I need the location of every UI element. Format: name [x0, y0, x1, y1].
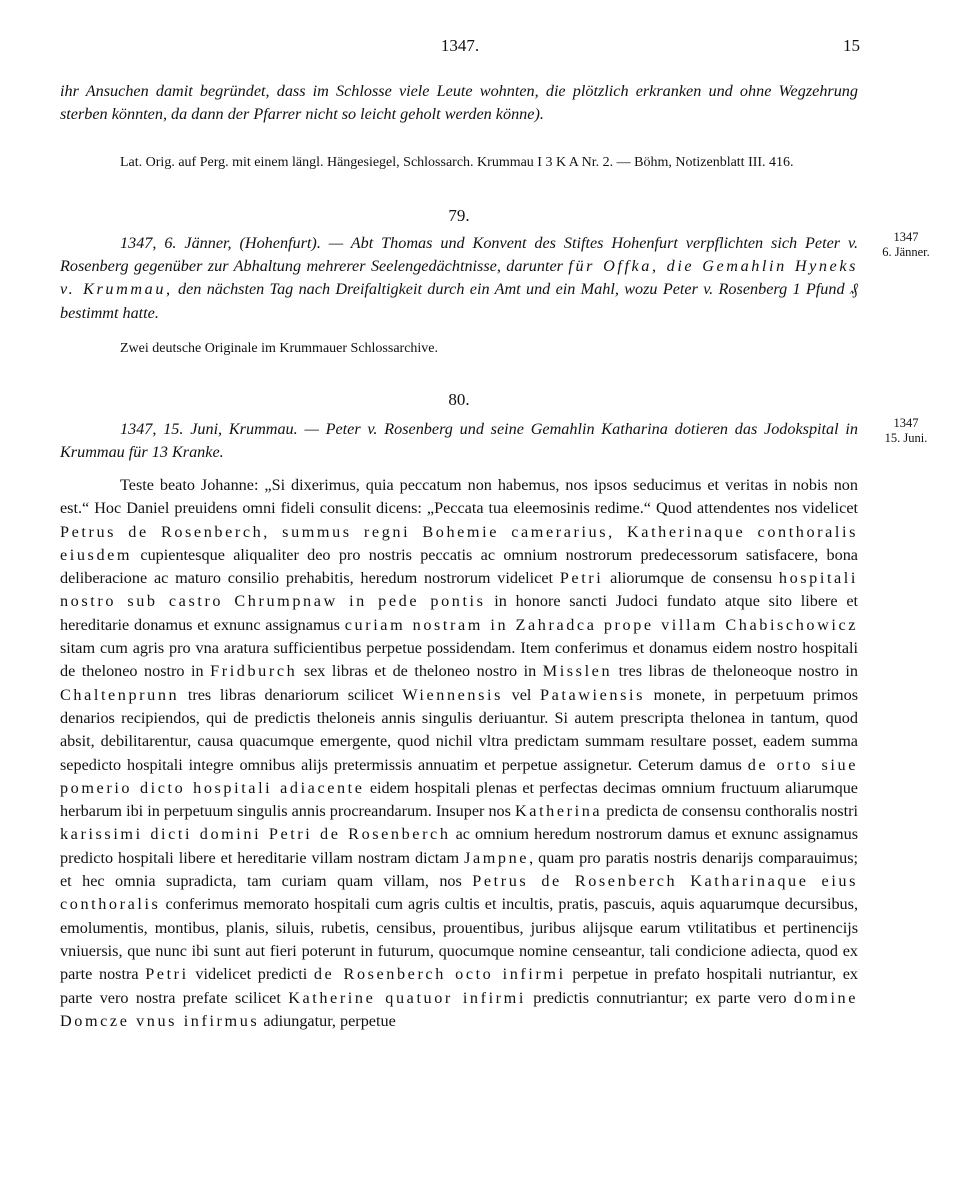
running-header	[60, 36, 860, 58]
spaced-name: de orto siue pomerio dicto hospitali adiacente	[60, 755, 858, 797]
margin-date-79	[866, 230, 946, 260]
spaced-name: hospitali nostro sub castro Chrumpnaw in pede pontis	[60, 569, 858, 611]
charter-text-run: eidem hospitali plenas et perfectas decimas omnium fructuum aliarumque herbarum ibi in perpetuum singulis annis procreandarum. Insuper nos	[60, 778, 858, 821]
spaced-name: Katherina	[515, 802, 603, 821]
spaced-name: Fridburch	[210, 662, 298, 681]
spaced-name: Wiennensis	[402, 685, 503, 704]
spaced-name: Petri	[559, 569, 604, 588]
source-note-prev: Lat. Orig. auf Perg. mit einem längl. Hängesiegel, Schlossarch. Krummau I 3 K A Nr. 2. — Böhm, Notizenblatt III. 416.	[120, 155, 794, 170]
margin-date-79-day: 6. Jänner.	[882, 245, 930, 259]
spaced-name: Petrus de Rosenberch, summus regni Bohemie camerarius, Katherinaque conthoralis eiusdem	[60, 522, 858, 564]
margin-date-79-year: 1347	[893, 230, 919, 244]
header-year: 1347.	[440, 36, 480, 55]
charter-text-run: in honore sancti Judoci fundato atque sito libere et hereditarie donamus et exnunc assignamus	[60, 592, 858, 634]
spaced-name: Misslen	[542, 662, 613, 681]
margin-date-80	[866, 416, 946, 446]
source-note-79: Zwei deutsche Originale im Krummauer Schlossarchive.	[120, 341, 439, 356]
charter-text-run: tres libras de theloneoque nostro in	[612, 662, 858, 681]
doc-number-79: 79.	[448, 206, 470, 225]
charter-text-run: videlicet predicti	[188, 965, 314, 984]
regest-80: 1347, 15. Juni, Krummau. — Peter v. Rosenberg und seine Gemahlin Katharina dotieren das Jodokspital in Krummau für 13 Kranke.	[60, 420, 858, 462]
charter-text-run: sitam cum agris pro vna aratura sufficientibus perpetue possidendam. Item conferimus et donamus eidem nostro hospitali de theloneo nostro in	[60, 639, 858, 681]
spaced-name: Petri	[145, 965, 189, 984]
charter-text-run: monete, in perpetuum primos denarios recipiendos, qui de predictis theloneis annis singulis deriuantur. Si autem prescripta thelonea in tantum, quod absit, debilitarentur, causa quacumque emergente, quod nichil vltra predictam summam resultare posset, eadem summa sepedicto hospitali integre omnibus alijs pretermissis annuatim et perpetue assignetur. Ceterum damus	[60, 685, 858, 774]
charter-text-run: cupientesque aliqualiter deo pro nostris peccatis ac omnium nostrorum predecessorum satisfacere, bona deliberacione ac maturo consilio prehabitis, heredum nostrorum videlicet	[60, 545, 858, 588]
charter-text-run: , quam pro paratis nostris denarijs comparauimus; et hec omnia supradicta, tam curiam quam villam, nos	[60, 848, 858, 891]
spaced-name: Katherine quatuor infirmi	[288, 988, 526, 1007]
doc-number-80: 80.	[448, 390, 470, 409]
spaced-name: de Rosenberch octo infirmi	[313, 965, 566, 984]
spaced-name: Jampne	[464, 848, 530, 867]
regest-79	[60, 232, 858, 325]
carryover-paragraph: ihr Ansuchen damit begründet, dass im Schlosse viele Leute wohnten, die plötzlich erkranken und ohne Wegzehrung sterben könnten, da dann der Pfarrer nicht so leicht geholt werden könne).	[60, 82, 858, 124]
regest-79-part2: den nächsten Tag nach Dreifaltigkeit durch ein Amt und ein Mahl, wozu Peter v. Rosenberg 1 Pfund ₰ bestimmt hatte.	[60, 280, 858, 322]
spaced-name: Chaltenprunn	[60, 685, 180, 704]
charter-text-run: Teste beato Johanne: „Si dixerimus, quia peccatum non habemus, nos ipsos seducimus et veritas in nobis non est.“ Hoc Daniel preuidens omni fideli consulit dicens: „Peccata tua eleemosinis redime.“ Quod attendentes nos videlicet	[60, 476, 858, 518]
page-number: 15	[843, 36, 860, 55]
spaced-name: curiam nostram in Zahradca prope villam Chabischowicz	[344, 615, 858, 634]
charter-text-run: vel	[502, 685, 541, 704]
spaced-name: karissimi dicti domini Petri de Rosenberch	[60, 825, 451, 844]
charter-text-80	[60, 474, 858, 1033]
spaced-name: Patawiensis	[540, 685, 645, 704]
charter-text-run: conferimus memorato hospitali cum agris cultis et incultis, pratis, pascuis, aquis aquarumque decursibus, emolumentis, montibus, planis, siluis, rubetis, censibus, prouentibus, juribus alijsque earum vtilitatibus et pertinencijs vniuersis, que nunc ibi sunt aut fieri poterunt in futurum, quocumque nomine censeantur, tali condicione adiecta, quod ex parte nostra	[60, 895, 858, 984]
spaced-name: Petrus de Rosenberch Katharinaque eius conthoralis	[60, 872, 858, 914]
margin-date-80-day: 15. Juni.	[884, 431, 928, 445]
regest-79-spaced: für Offka, die Gemahlin Hyneks v. Krummau,	[60, 257, 859, 299]
charter-text-run: perpetue in prefato hospitali nutriantur, ex parte vero nostra prefate scilicet	[60, 965, 858, 1007]
margin-date-80-year: 1347	[893, 416, 919, 430]
regest-79-part1: 1347, 6. Jänner, (Hohenfurt). — Abt Thomas und Konvent des Stiftes Hohenfurt verpflichten sich Peter v. Rosenberg gegenüber zur Abhaltung mehrerer Seelengedächtnisse, darunter	[60, 234, 858, 276]
charter-text-run: predictis connutriantur; ex parte vero	[525, 988, 794, 1007]
charter-text-run: aliorumque de consensu	[603, 569, 779, 588]
charter-text-run: ac omnium heredum nostrorum damus et exnunc assignamus predicto hospitali libere et hereditarie villam nostram dictam	[60, 825, 859, 867]
charter-text-run: adiungatur, perpetue	[259, 1011, 396, 1030]
spaced-name: domine Domcze vnus infirmus	[60, 988, 858, 1030]
charter-text-run: tres libras denariorum scilicet	[179, 685, 403, 704]
charter-text-run: sex libras et de theloneo nostro in	[297, 662, 543, 681]
charter-text-run: predicta de consensu conthoralis nostri	[602, 802, 858, 821]
